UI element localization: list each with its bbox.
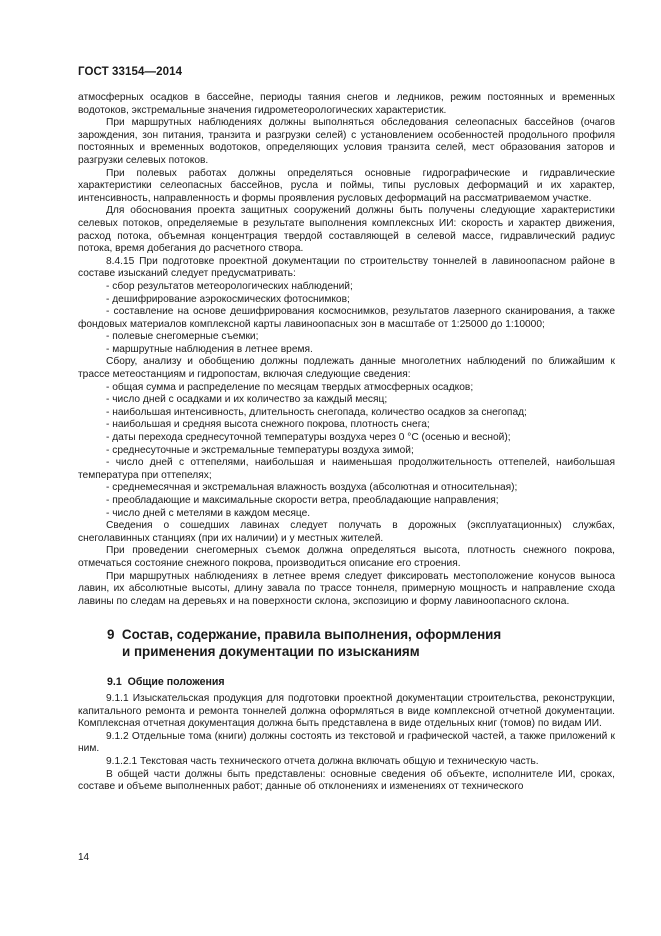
list-item: - общая сумма и распределение по месяцам твердых атмосферных осадков;: [106, 381, 474, 393]
body-text-part2: [78, 693, 615, 794]
list-item: - дешифрирование аэрокосмических фотоснимков;: [106, 293, 350, 305]
body-text-part1: [78, 92, 615, 608]
paragraph: 9.1.1 Изыскательская продукция для подготовки проектной документации строительства, реконструкции, капитального ремонта и ремонта тоннелей должна оформляться в виде комплексной отчетной документации. Комплексная отчетная документация должна быть представлена в виде отдельных книг (томов) по видам ИИ.: [78, 692, 615, 730]
section-title-text1: Состав, содержание, правила выполнения, оформления: [121, 627, 502, 643]
list-item: - полевые снегомерные съемки;: [106, 331, 259, 343]
paragraph: 9.1.2.1 Текстовая часть технического отчета должна включать общую и техническую часть.: [106, 755, 539, 767]
section-number: 9: [107, 627, 115, 643]
subsection-heading: [78, 676, 615, 689]
paragraph: Для обоснования проекта защитных сооружений должны быть получены следующие характеристики селевых потоков, определяемые в результате выполнения комплексных ИИ: скорость и характер движения, расход потока, объемная концентрация твердой составляющей в селевой массе, гидравлический радиус потока, время добегания до расчетного створа.: [78, 205, 615, 255]
page-content: [78, 92, 615, 794]
list-item: - преобладающие и максимальные скорости ветра, преобладающие направления;: [106, 495, 499, 506]
paragraph: Сведения о сошедших лавинах следует получать в дорожных (эксплуатационных) службах, снеголавинных станциях (при их наличии) и у местных жителей.: [78, 520, 615, 544]
paragraph: - число дней с оттепелями, наибольшая и наименьшая продолжительность оттепелей, наибольшая температура при оттепелях;: [78, 457, 615, 481]
subsection-number: 9.1: [107, 676, 122, 689]
document-header: ГОСТ 33154—2014: [78, 66, 183, 78]
page-number: 14: [78, 852, 90, 863]
list-item: - маршрутные наблюдения в летнее время.: [106, 343, 313, 355]
paragraph: 9.1.2 Отдельные тома (книги) должны состоять из текстовой и графической частей, а также приложений к ним.: [78, 730, 615, 755]
list-item: - сбор результатов метеорологических наблюдений;: [106, 280, 353, 292]
list-item: - число дней с осадками и их количество за каждый месяц;: [106, 394, 388, 406]
list-item: - число дней с метелями в каждом месяце.: [106, 507, 311, 519]
paragraph: При маршрутных наблюдениях в летнее время следует фиксировать местоположение конусов выноса лавин, их абсолютные высоты, длину завала по трассе тоннеля, примерную мощность и направление схода лавины по следам на деревьях и на поверхности склона, экспозицию и форму лавиноопасного склона.: [78, 570, 615, 607]
list-item: - наибольшая интенсивность, длительность снегопада, количество осадков за снегопад;: [106, 406, 527, 418]
section-heading: [78, 626, 615, 660]
list-item: - среднемесячная и экстремальная влажность воздуха (абсолютная и относительная);: [106, 482, 518, 494]
paragraph: В общей части должны быть представлены: основные сведения об объекте, исполнителе ИИ, сроках, составе и объеме выполненных работ; данные об отклонениях и изменениях от технического: [78, 768, 615, 793]
list-item: - даты перехода среднесуточной температуры воздуха через 0 °С (осенью и весной);: [106, 432, 511, 444]
paragraph: 8.4.15 При подготовке проектной документации по строительству тоннелей в лавиноопасном районе в составе изысканий следует предусматривать:: [78, 255, 615, 280]
section-title-line1: [107, 626, 615, 643]
paragraph: Сбору, анализу и обобщению должны подлежать данные многолетних наблюдений по ближайшим к трассе метеостанциям и гидропостам, включая следующие сведения:: [78, 356, 615, 381]
paragraph: При проведении снегомерных съемок должна определяться высота, плотность снежного покрова, отмечаться состояние снежного покрова, производиться описание его строения.: [78, 545, 615, 569]
subsection-title: Общие положения: [127, 676, 225, 689]
list-item: - наибольшая и средняя высота снежного покрова, плотность снега;: [106, 419, 430, 431]
paragraph: - составление на основе дешифрирования космоснимков, результатов лазерного сканирования, а также фондовых материалов комплексной карты лавиноопасных зон в масштабе от 1:25000 до 1:10000;: [78, 306, 615, 330]
paragraph: атмосферных осадков в бассейне, периоды таяния снегов и ледников, режим постоянных и временных водотоков, экстремальные значения гидрометеорологических характеристик.: [78, 92, 615, 116]
paragraph: При маршрутных наблюдениях должны выполняться обследования селеопасных бассейнов (очагов зарождения, зон питания, транзита и разгрузки селей) с установлением особенностей продольного профиля постоянных и временных водотоков, определяющих условия транзита селей, мест образования заторов и разгрузки селевых потоков.: [78, 117, 615, 166]
section-title-line2: и применения документации по изысканиям: [122, 644, 420, 660]
paragraph: При полевых работах должны определяться основные гидрографические и гидравлические характеристики селеопасных бассейнов, русла и поймы, типы русловых деформаций и их характер, интенсивность, направленность и формы проявления русловых деформаций на рассматриваемом участке.: [78, 167, 615, 204]
list-item: - среднесуточные и экстремальные температуры воздуха зимой;: [106, 444, 414, 456]
